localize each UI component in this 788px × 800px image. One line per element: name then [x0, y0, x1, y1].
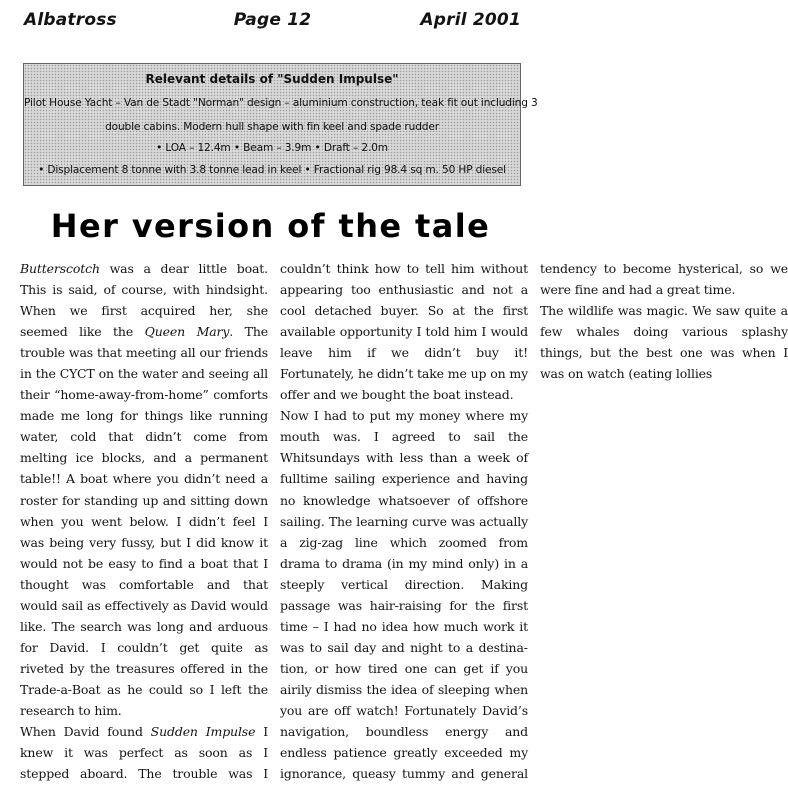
details-line-hull: double cabins. Modern hull shape with fin keel and spade rudder: [105, 121, 439, 133]
page-number: Page 12: [233, 10, 312, 30]
article-paragraph-3: Now I had to put my money where my mouth was. I agreed to sail the Whitsundays with less than a week of fulltime sailing experience and having no knowledge whatsoever of offshore sailing. The learning curve was actually a zig-zag line which zoomed from drama to drama (in my mind only) in a steeply vertical direction. Making passage was hair-raising for the first time – I had no idea how much work it was to sail day and night to a destination, or how tired one can get if you airily dismiss the idea of sleeping when you are off watch! Fortunately David’s navigation, boundless energy and endless patience greatly exceeded my ignorance, queasy tummy and general tendency to become hysterical, so we were fine and had a great time.: [280, 261, 788, 782]
details-title: Relevant details of "Sudden Impulse": [145, 72, 399, 86]
article-body: [20, 258, 788, 785]
boat-details-box: [23, 63, 538, 186]
boat-name-butterscotch: Butterscotch: [20, 261, 100, 276]
details-line-dimensions: • LOA – 12.4m • Beam – 3.9m • Draft – 2.0m: [156, 142, 388, 154]
article-paragraph-1: Butterscotch was a dear little boat. This is said, of course, with hindsight. When we first acquired her, she seemed like the Queen Mary. The trouble was that meeting all our friends in the CYCT on the water and seeing all their “home-away-from-home” comforts made me long for things like running water, cold that didn’t come from melting ice blocks, and a permanent table!! A boat where you didn’t need a roster for standing up and sitting down when you went below. I didn’t feel I was being very fussy, but I did know it would not be easy to find a boat that I thought was comfortable and that would sail as effectively as David would like. The search was long and arduous for David. I couldn’t get quite as riveted by the treasures offered in the Trade-a-Boat as he could so I left the research to him.: [20, 261, 269, 718]
boat-name-sudden-impulse: Sudden Impulse: [150, 724, 256, 740]
details-line-displacement: • Displacement 8 tonne with 3.8 tonne lead in keel • Fractional rig 98.4 sq m. 50 HP diesel: [38, 164, 506, 176]
details-line-design: Pilot House Yacht – Van de Stadt "Norman" design – aluminium construction, teak fit out including 3: [24, 97, 538, 109]
page-header: [24, 10, 521, 34]
article-paragraph-4: The wildlife was magic. We saw quite a few whales doing various splashy things, but the best one was when I was on watch (eating lollies: [540, 303, 788, 382]
article-paragraph-2: When David found Sudden Impulse I knew it was perfect as soon as I stepped aboard. The trouble was I couldn’t think how to tell him without appearing too enthusiastic and not a cool detached buyer. So at the first available opportunity I told him I would leave him if we didn’t buy it! Fortunately, he didn’t take me up on my offer and we bought the boat instead.: [20, 261, 528, 782]
publication-name: Albatross: [24, 10, 117, 30]
article-headline: Her version of the tale: [50, 207, 491, 245]
issue-date: April 2001: [420, 10, 521, 30]
ship-name-queen-mary: Queen Mary: [144, 324, 230, 340]
